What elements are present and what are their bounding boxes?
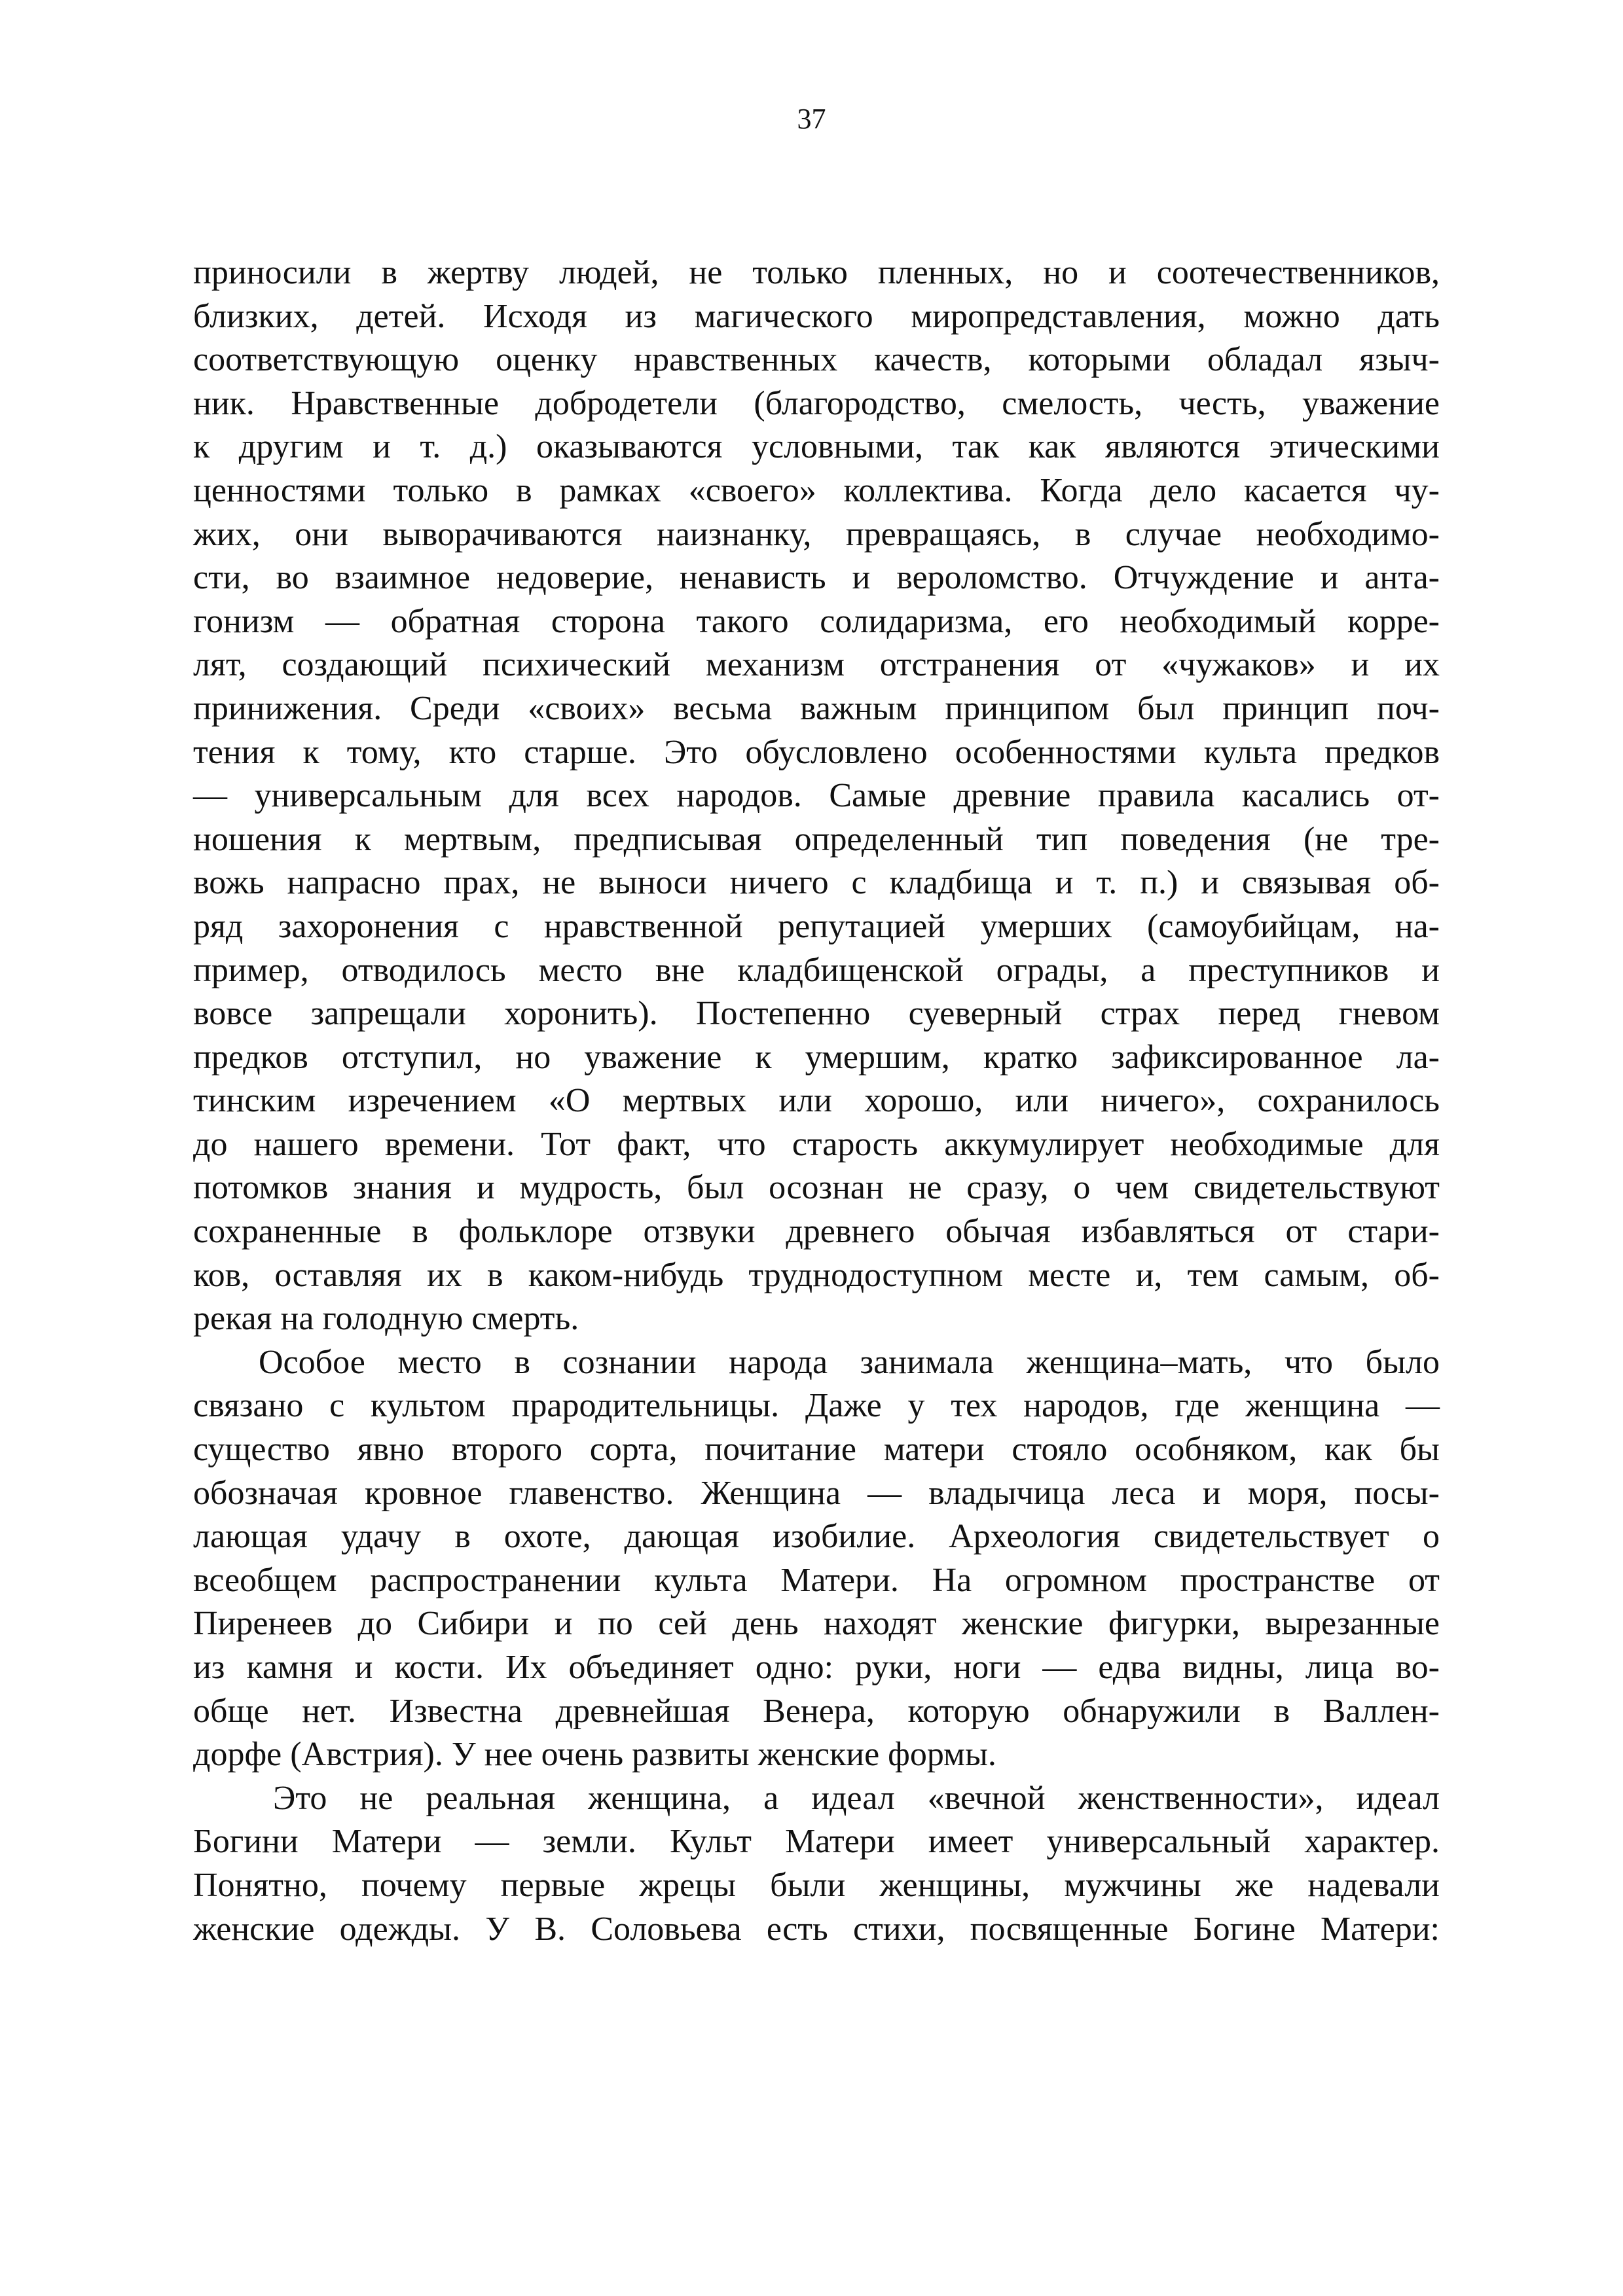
text-line: лающая удачу в охоте, дающая изобилие. Археология свидетельствует о [193, 1518, 1440, 1556]
text-line: потомков знания и мудрость, был осознан не сразу, о чем свидетельствуют [193, 1169, 1440, 1207]
text-line: ник. Нравственные добродетели (благородство, смелость, честь, уважение [193, 384, 1440, 422]
text-line: Пиренеев до Сибири и по сей день находят женские фигурки, вырезанные [193, 1605, 1440, 1643]
body-text [193, 251, 1440, 1951]
text-line: вожь напрасно прах, не выноси ничего с кладбища и т. п.) и связывая об- [193, 864, 1440, 902]
text-line: всеобщем распространении культа Матери. На огромном пространстве от [193, 1561, 1440, 1599]
page-number: 37 [797, 103, 826, 135]
text-line: ряд захоронения с нравственной репутацией умерших (самоубийцам, на- [193, 907, 1440, 945]
text-line: близких, детей. Исходя из магического миропредставления, можно дать [193, 297, 1440, 335]
text-line: обозначая кровное главенство. Женщина — владычица леса и моря, посы- [193, 1474, 1440, 1512]
text-line: лят, создающий психический механизм отстранения от «чужаков» и их [193, 646, 1440, 684]
text-line: вовсе запрещали хоронить). Постепенно суеверный страх перед гневом [193, 995, 1440, 1033]
text-line: пример, отводилось место вне кладбищенской ограды, а преступников и [193, 951, 1440, 989]
text-line: к другим и т. д.) оказываются условными, так как являются этическими [193, 428, 1440, 466]
text-line: жих, они выворачиваются наизнанку, превращаясь, в случае необходимо- [193, 515, 1440, 553]
text-line: сохраненные в фольклоре отзвуки древнего обычая избавляться от стари- [193, 1213, 1440, 1251]
text-line: женские одежды. У В. Соловьева есть стихи, посвященные Богине Матери: [193, 1910, 1440, 1948]
text-line: соответствующую оценку нравственных качеств, которыми обладал языч- [193, 341, 1440, 379]
text-line: принижения. Среди «своих» весьма важным принципом был принцип поч- [193, 689, 1440, 727]
text-line: до нашего времени. Тот факт, что старость аккумулирует необходимые для [193, 1125, 1440, 1163]
text-line: тения к тому, кто старше. Это обусловлено особенностями культа предков [193, 733, 1440, 771]
text-line: предков отступил, но уважение к умершим, кратко зафиксированное ла- [193, 1038, 1440, 1076]
text-line: обще нет. Известна древнейшая Венера, которую обнаружили в Валлен- [193, 1692, 1440, 1730]
text-line-paragraph-end: дорфе (Австрия). У нее очень развиты женские формы. [193, 1736, 996, 1774]
text-line: гонизм — обратная сторона такого солидаризма, его необходимый корре- [193, 602, 1440, 640]
text-line-paragraph-start: Это не реальная женщина, а идеал «вечной женственности», идеал [273, 1779, 1440, 1817]
text-line: приносили в жертву людей, не только пленных, но и соотечественников, [193, 254, 1440, 291]
text-line: ков, оставляя их в каком-нибудь труднодоступном месте и, тем самым, об- [193, 1256, 1440, 1294]
text-line: сти, во взаимное недоверие, ненависть и вероломство. Отчуждение и анта- [193, 559, 1440, 597]
text-line: ценностями только в рамках «своего» коллектива. Когда дело касается чу- [193, 471, 1440, 509]
text-line: — универсальным для всех народов. Самые древние правила касались от- [193, 777, 1440, 815]
text-line-paragraph-start: Особое место в сознании народа занимала женщина–мать, что было [259, 1343, 1440, 1381]
text-line: тинским изречением «О мертвых или хорошо, или ничего», сохранилось [193, 1082, 1440, 1120]
text-line: Богини Матери — земли. Культ Матери имеет универсальный характер. [193, 1823, 1440, 1861]
text-line: существо явно второго сорта, почитание матери стояло особняком, как бы [193, 1431, 1440, 1469]
text-line: ношения к мертвым, предписывая определенный тип поведения (не тре- [193, 820, 1440, 858]
text-line: из камня и кости. Их объединяет одно: руки, ноги — едва видны, лица во- [193, 1649, 1440, 1686]
text-line-paragraph-end: рекая на голодную смерть. [193, 1300, 579, 1338]
text-line: связано с культом прародительницы. Даже у тех народов, где женщина — [193, 1387, 1440, 1425]
text-line: Понятно, почему первые жрецы были женщины, мужчины же надевали [193, 1866, 1440, 1904]
